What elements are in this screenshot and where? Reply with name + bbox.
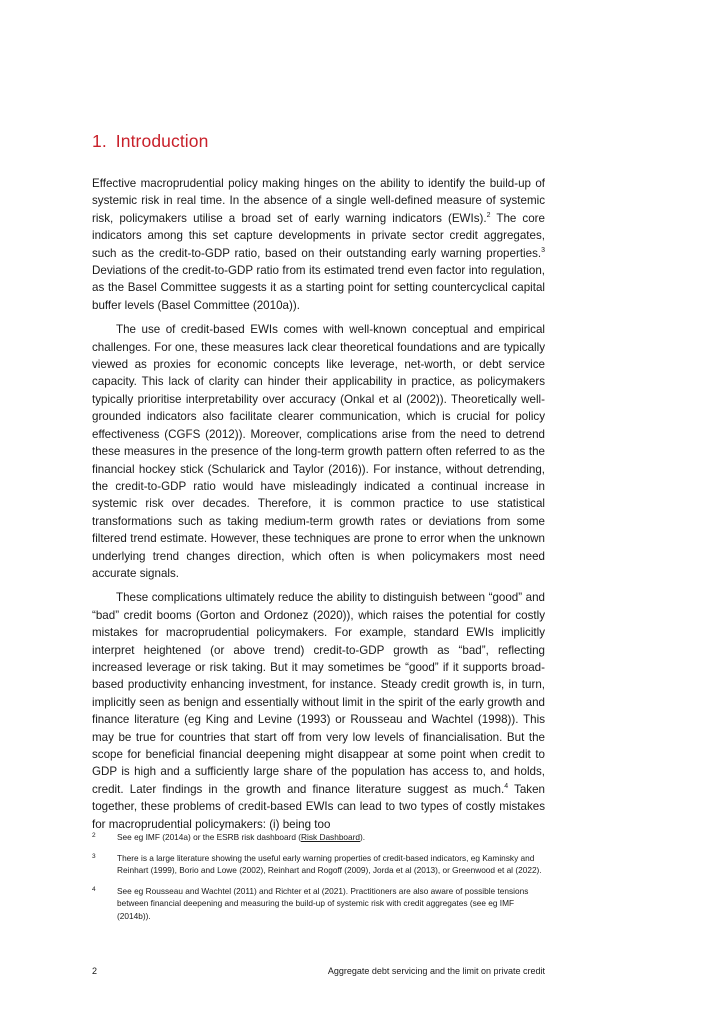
paragraph-3-text-b: Taken together, these problems of credit-based EWIs can lead to two types of costly mistakes for macroprudential policymakers: (i) being too [92, 782, 546, 831]
footnote-ref-3[interactable]: 3 [541, 246, 545, 254]
page-number: 2 [92, 966, 98, 976]
footnote-2 [92, 831, 545, 844]
footnote-number: 2 [92, 832, 96, 839]
footnote-number: 4 [92, 885, 96, 893]
footnote-text: There is a large literature showing the useful early warning properties of credit-based indicators, eg Kaminsky and Reinhart (1999), Borio and Lowe (2002), Reinhart and Rogoff (2009), Jorda et al (2013), or Greenwood et al (2022). [117, 852, 542, 876]
footnote-number: 3 [92, 852, 96, 860]
footnote-text [117, 831, 545, 844]
footnote-ref-4[interactable]: 4 [504, 782, 509, 790]
risk-dashboard-link[interactable]: Risk Dashboard [301, 832, 361, 842]
footnote-4 [92, 885, 545, 923]
paragraph-1 [92, 175, 545, 314]
section-heading [92, 131, 208, 152]
paragraph-3-text-a: These complications ultimately reduce the ability to distinguish between “good” and “bad” credit booms (Gorton and Ordonez (2020)), which raises the potential for costly mistakes for macroprudential policymakers. For example, standard EWIs implicitly interpret heightened (or above trend) credit-to-GDP growth as “bad”, reflecting increased leverage or risk taking. But it may sometimes be “good” if it supports broad-based productivity enhancing investment, for instance. Steady credit growth is, in turn, implicitly seen as benign and essentially without limit in the spirit of the early growth and finance literature (eg King and Levine (1993) or Rousseau and Wachtel (1998)). This may be true for countries that start off from very low levels of financialisation. But the scope for beneficial financial deepening might disappear at some point when credit to GDP is high and a sufficiently large share of the population has access to, and holds, credit. Later findings in the growth and finance literature suggest as much. [92, 591, 545, 796]
paragraph-1-text-a: Effective macroprudential policy making hinges on the ability to identify the build-up of systemic risk in real time. In the absence of a single well-defined measure of systemic risk, policymakers utilise a broad set of early warning indicators (EWIs). [92, 177, 545, 225]
page-footer [92, 966, 545, 976]
paragraph-3 [92, 589, 545, 833]
running-title: Aggregate debt servicing and the limit on private credit [327, 966, 545, 976]
body-text [92, 175, 545, 840]
footnote-text-a: See eg IMF (2014a) or the ESRB risk dashboard ( [117, 832, 302, 842]
section-number: 1. [92, 131, 107, 151]
section-title: Introduction [115, 131, 209, 151]
paragraph-2: The use of credit-based EWIs comes with well-known conceptual and empirical challenges. For one, these measures lack clear theoretical foundations and are typically viewed as proxies for economic concepts like leverage, net-worth, or debt service capacity. This lack of clarity can hinder their applicability in practice, as policymakers typically prioritise interpretability over accuracy (Onkal et al (2002)). Theoretically well-grounded indicators also facilitate clearer communication, which is crucial for policy effectiveness (CGFS (2012)). Moreover, complications arise from the need to detrend these measures in the presence of the long-term growth pattern often referred to as the financial hockey stick (Schularick and Taylor (2016)). For instance, without detrending, the credit-to-GDP ratio would have misleadingly indicated a continual increase in systemic risk over decades. Therefore, it is common practice to use statistical transformations such as taking medium-term growth rates or deviations from some filtered trend estimate. However, these techniques are prone to error when the unknown underlying trend changes direction, which often is when policymakers most need accurate signals. [92, 323, 545, 580]
footnotes [92, 831, 545, 931]
paragraph-1-text-b: The core indicators among this set capture developments in private sector credit aggregates, such as the credit-to-GDP ratio, based on their outstanding early warning properties. [92, 211, 545, 260]
footnote-ref-2[interactable]: 2 [486, 211, 491, 219]
paragraph-1-text-c: Deviations of the credit-to-GDP ratio from its estimated trend even factor into regulation, as the Basel Committee suggests it as a starting point for setting countercyclical capital buffer levels (Basel Committee (2010a)). [92, 264, 545, 312]
footnote-3 [92, 852, 545, 877]
footnote-text: See eg Rousseau and Wachtel (2011) and Richter et al (2021). Practitioners are also aware of possible tensions between financial deepening and measuring the build-up of systemic risk with credit aggregates (see eg IMF (2014b)). [117, 885, 529, 921]
footnote-text-b: ). [360, 832, 366, 842]
